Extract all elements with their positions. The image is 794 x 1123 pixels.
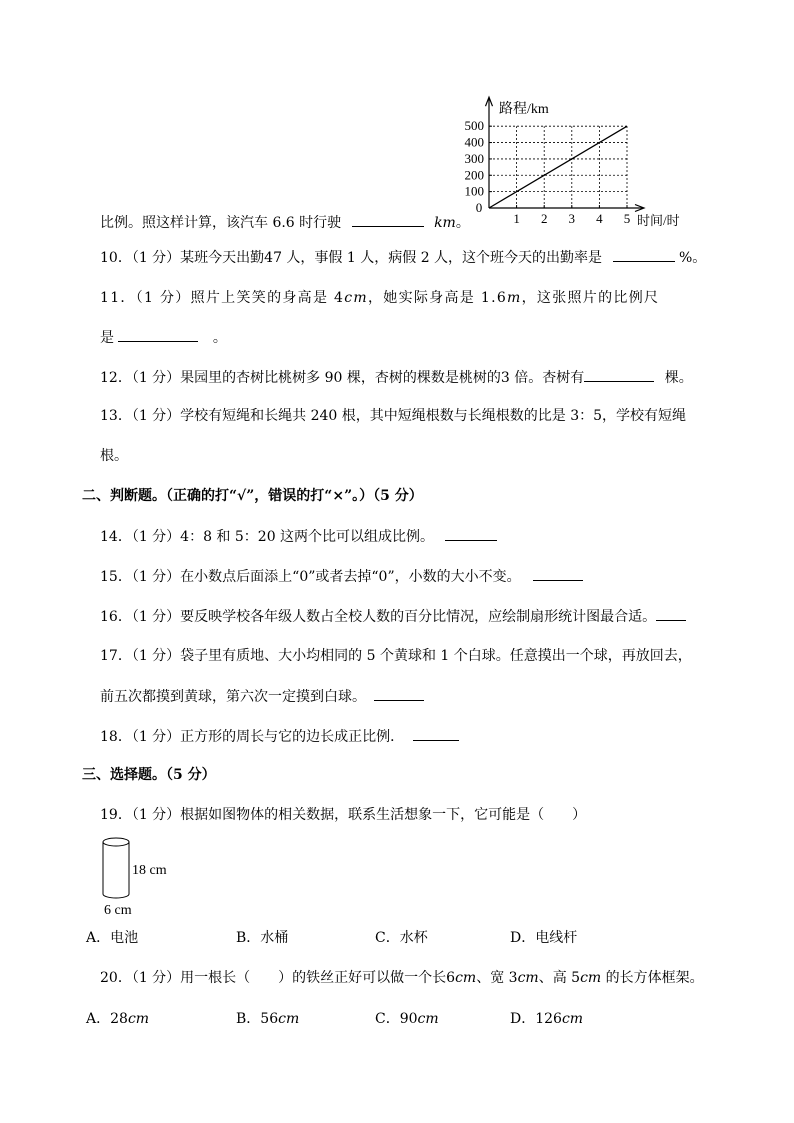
option-d-label: D．126 [510,1011,562,1027]
question-10 [100,247,706,268]
question-9-text: 比例。照这样计算，该汽车 6.6 时行驶 [100,215,342,231]
question-12-text: 12．（1 分）果园里的杏树比桃树多 90 棵，杏树的棵数是桃树的3 倍。杏树有 [100,370,585,386]
option-d[interactable] [510,1009,583,1029]
option-b[interactable] [236,1009,299,1029]
unit: m [507,290,522,306]
question-17-text: 17．（1 分）袋子里有质地、大小均相同的 5 个黄球和 1 个白球。任意摸出一个球，再放回去， [100,648,692,664]
value: 5 [571,970,581,986]
x-tick-label: 4 [596,211,603,226]
unit: cm [455,970,477,986]
x-tick-label: 3 [568,211,576,226]
option-a[interactable]: A．电池 [86,930,139,946]
answer-blank[interactable] [352,212,424,227]
cylinder-width-label: 6 cm [104,903,132,918]
unit: cm [417,1011,439,1027]
distance-time-chart [0,0,794,240]
option-d[interactable]: D．电线杆 [510,930,578,946]
cylinder-bottom [103,894,129,898]
section-title: 三、选择题。（5 分） [82,767,216,783]
question-17-text: 前五次都摸到黄球，第六次一定摸到白球。 [100,689,366,705]
unit: cm [127,1011,150,1027]
percent-sign: %。 [678,250,707,266]
question-14 [100,526,497,547]
chart-labels [465,101,680,228]
option-c[interactable] [375,1009,439,1029]
option-b-label: B．56 [236,1011,279,1027]
question-15-text: 15．（1 分）在小数点后面添上“0”或者去掉“0”，小数的大小不变。 [100,569,521,585]
origin-label: 0 [475,200,483,215]
chart-series [489,126,627,208]
question-9-line [100,212,470,233]
y-tick-label: 200 [464,167,484,183]
y-tick-label: 300 [464,150,484,166]
question-11-text: ，这张照片的比例尺 [521,290,660,306]
question-11-line1 [100,288,659,308]
answer-blank[interactable] [118,327,198,342]
question-11-line2 [100,327,227,348]
question-13-line1 [100,406,686,426]
x-axis-label: 时间/时 [637,213,680,228]
option-b[interactable]: B．水桶 [236,930,289,946]
y-tick-label: 400 [464,134,484,150]
question-15 [100,566,583,587]
unit: cm [517,970,539,986]
unit: cm [580,970,602,986]
cylinder-top [103,838,129,846]
question-17-line2 [100,686,424,707]
answer-blank[interactable] [584,367,654,382]
value: 3 [508,970,518,986]
punctuation: 。 [212,330,227,346]
value: 6 [446,970,456,986]
option-c-label: C．90 [375,1011,418,1027]
x-tick-label: 1 [513,211,520,226]
y-axis-label: 路程/km [499,102,549,118]
punctuation: 。 [455,215,470,231]
answer-blank[interactable] [374,686,424,701]
question-20-text: 、宽 [476,970,509,986]
question-14-text: 14．（1 分）4：8 和 5：20 这两个比可以组成比例。 [100,529,435,545]
question-11-text: 11．（1 分）照片上笑笑的身高是 [100,290,329,306]
unit: cm [278,1011,300,1027]
question-13-text: 13．（1 分）学校有短绳和长绳共 240 根，其中短绳根数与长绳根数的比是 3：5，学校有短绳 [100,408,687,424]
section-3-title [82,765,216,785]
option-a[interactable] [86,1009,149,1029]
question-11-text: 是 [100,330,114,346]
x-tick-label: 5 [623,211,631,226]
question-20-text: 、高 [538,970,572,986]
question-13-text: 根。 [100,448,128,464]
y-tick-label: 500 [464,118,484,134]
question-18 [100,726,459,747]
value: 1.6 [480,290,508,306]
question-17-line1 [100,646,692,666]
cylinder-height-label: 18 cm [132,863,167,878]
section-title: 二、判断题。（正确的打“√”，错误的打“×”。）（5 分） [82,488,423,504]
option-a-label: A．28 [86,1011,128,1027]
value: 4 [334,290,345,306]
y-tick-label: 100 [464,183,484,199]
question-18-text: 18．（1 分）正方形的周长与它的边长成正比例． [100,729,405,745]
section-2-title [82,486,423,506]
answer-blank[interactable] [413,726,459,741]
question-12 [100,367,693,388]
question-16-text: 16．（1 分）要反映学校各年级人数占全校人数的百分比情况，应绘制扇形统计图最合适。 [100,609,657,625]
option-c[interactable]: C．水杯 [375,930,428,946]
question-20-text: 的长方体框架。 [601,970,704,986]
answer-blank[interactable] [533,566,583,581]
unit: cm [344,290,368,306]
unit: cm [561,1011,584,1027]
question-20-text: 20．（1 分）用一根长（ ）的铁丝正好可以做一个长 [100,970,447,986]
question-10-text: 10．（1 分）某班今天出勤47 人，事假 1 人，病假 2 人，这个班今天的出勤率是 [100,250,603,266]
question-19-text: 19．（1 分）根据如图物体的相关数据，联系生活想象一下，它可能是（ ） [100,807,587,823]
x-tick-label: 2 [540,211,548,226]
series-line [489,126,627,208]
answer-blank[interactable] [445,526,497,541]
question-19 [100,805,586,825]
answer-blank[interactable] [656,606,686,621]
question-16 [100,606,686,627]
unit-trees: 棵。 [664,370,693,386]
answer-blank[interactable] [613,247,675,262]
unit-km: km [434,215,456,231]
question-11-text: ，她实际身高是 [367,290,476,306]
question-13-line2 [100,446,128,466]
question-20 [100,968,704,988]
